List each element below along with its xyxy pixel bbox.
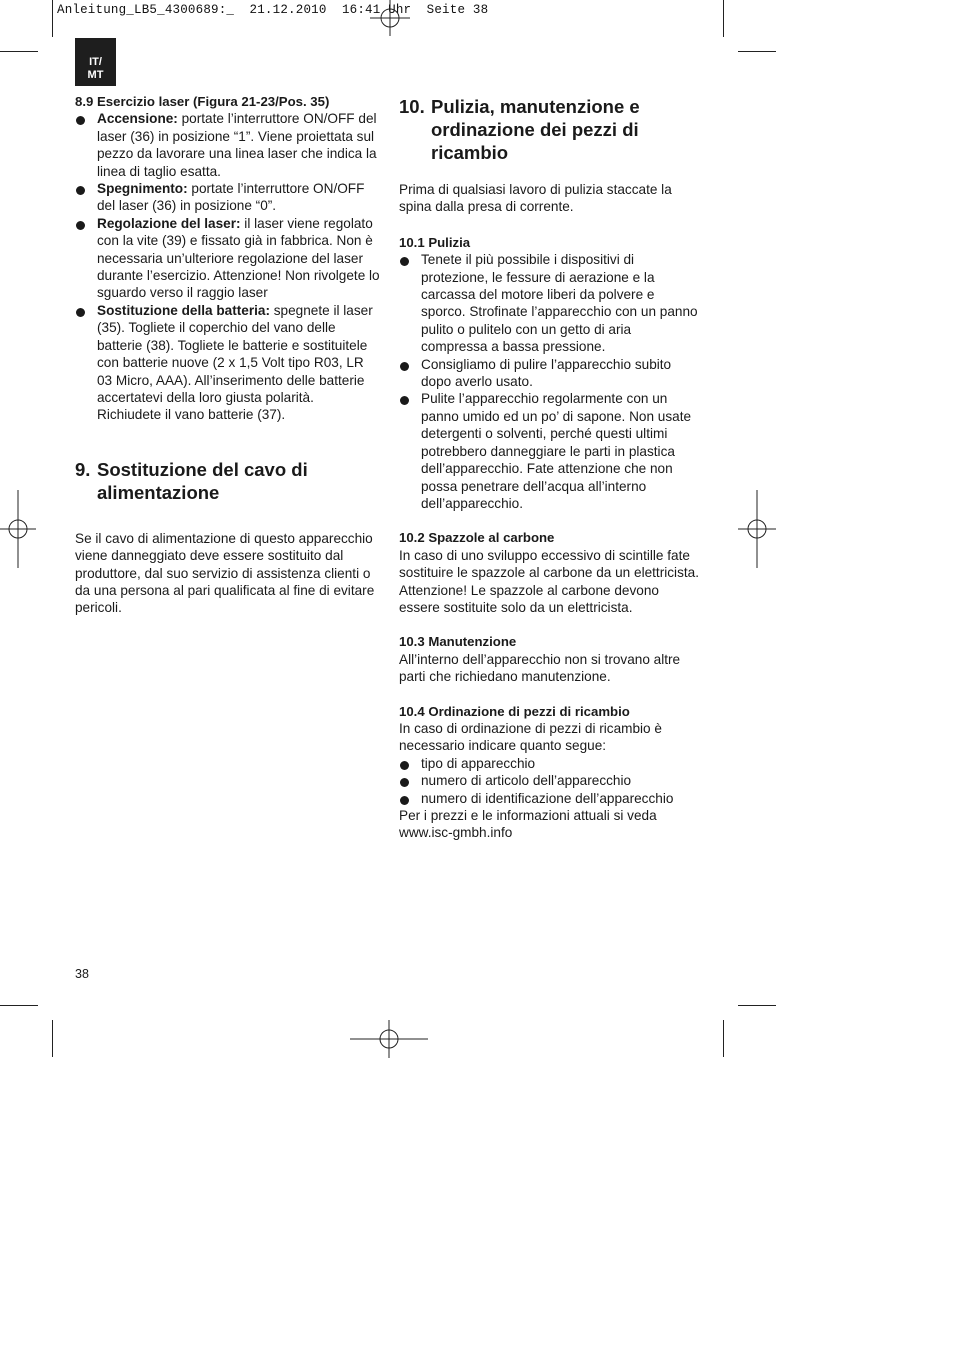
- item-text: Tenete il più possibile i dispositivi di protezione, le fessure di aerazione e la carcassa del motore liberi da polvere e sporco. Strofinate l’apparecchio con un panno pulito o pulitelo con un getto di aria compressa a bassa pressione.: [421, 252, 698, 355]
- crop-mark: [723, 1020, 724, 1057]
- section-10-2-text: In caso di uno sviluppo eccessivo di scintille fate sostituire le spazzole al carbone da un elettricista. Attenzione! Le spazzole al carbone devono essere sostituite solo da un elettricista.: [399, 547, 699, 615]
- section-10-1-heading: 10.1 Pulizia: [399, 234, 471, 250]
- list-item: [399, 251, 699, 355]
- section-10-3-text: All’interno dell’apparecchio non si trovano altre parti che richiedano manutenzione.: [399, 651, 681, 685]
- crop-mark: [52, 1020, 53, 1057]
- right-column: [399, 93, 699, 842]
- spare-parts-list: [399, 755, 699, 807]
- list-item: [399, 390, 699, 512]
- section-10-3-heading: 10.3 Manutenzione: [399, 634, 517, 650]
- bullet-icon: [76, 186, 85, 195]
- list-item: [75, 110, 380, 180]
- section-9-heading: [75, 458, 380, 504]
- bullet-icon: [76, 116, 85, 125]
- section-10-intro: Prima di qualsiasi lavoro di pulizia staccate la spina dalla presa di corrente.: [399, 182, 672, 215]
- section-10-4-outro: Per i prezzi e le informazioni attuali si veda www.isc-gmbh.info: [399, 808, 657, 841]
- item-text: Consigliamo di pulire l’apparecchio subito dopo averlo usato.: [421, 356, 672, 390]
- list-item: [75, 302, 380, 424]
- crop-mark: [723, 0, 724, 37]
- item-text: il laser viene regolato con la vite (39) e fissato già in fabbrica. Non è necessaria un’ulteriore regolazione del laser durante l’esercizio. Attenzione! Non rivolgete lo sguardo verso il raggio laser: [97, 215, 380, 301]
- crop-mark: [0, 51, 38, 52]
- crop-mark: [0, 1005, 38, 1006]
- section-9-number: 9.: [75, 458, 91, 480]
- language-badge-line2: MT: [87, 69, 104, 81]
- bullet-icon: [400, 796, 409, 805]
- section-10-4-intro: In caso di ordinazione di pezzi di ricambio è necessario indicare quanto segue:: [399, 720, 662, 754]
- list-item: [75, 180, 380, 215]
- item-text: portate l’interruttore ON/OFF del laser (36) in posizione “1”. Viene proiettata sul pezzo da lavorare una linea laser che indica la linea di taglio esatta.: [97, 111, 377, 179]
- item-label: Sostituzione della batteria:: [97, 302, 270, 318]
- item-label: Accensione:: [97, 111, 178, 127]
- page-number: 38: [75, 967, 89, 981]
- print-slug: Anleitung_LB5_4300689:_ 21.12.2010 16:41 Uhr Seite 38: [57, 3, 489, 17]
- bullet-icon: [400, 257, 409, 266]
- crop-mark: [738, 1005, 776, 1006]
- crop-mark: [52, 0, 53, 37]
- item-text: spegnete il laser (35). Togliete il coperchio del vano delle batterie (38). Togliete le batterie e sostituitele con batterie nuove (2 x 1,5 Volt tipo R03, LR 03 Micro, AAA). All’inserimento delle batterie accertatevi della loro giusta polarità. Richiudete il vano batterie (37).: [97, 302, 373, 423]
- crop-mark: [738, 51, 776, 52]
- list-item: [399, 356, 699, 391]
- bullet-icon: [400, 396, 409, 405]
- bullet-icon: [76, 221, 85, 230]
- item-text: Pulite l’apparecchio regolarmente con un panno umido ed un po’ di sapone. Non usate detergenti o solventi, perché questi ultimi potrebbero danneggiare le parti in plastica dell’apparecchio. Fate attenzione che non possa penetrare dell’acqua all’interno dell’apparecchio.: [421, 391, 692, 511]
- bullet-icon: [400, 362, 409, 371]
- registration-mark-left: [0, 490, 36, 568]
- section-9-title: Sostituzione del cavo di alimentazione: [97, 458, 308, 503]
- registration-mark-top: [370, 0, 410, 36]
- bullet-icon: [76, 308, 85, 317]
- item-text: numero di identificazione dell’apparecchio: [421, 790, 674, 806]
- language-badge: [75, 38, 116, 86]
- left-column: [75, 93, 380, 617]
- laser-operation-list: [75, 110, 380, 423]
- list-item: [399, 772, 699, 789]
- bullet-icon: [400, 778, 409, 787]
- section-10-heading: [399, 95, 699, 164]
- item-text: portate l’interruttore ON/OFF del laser (36) in posizione “0”.: [97, 181, 365, 214]
- section-10-2-heading: 10.2 Spazzole al carbone: [399, 530, 555, 546]
- item-label: Regolazione del laser:: [97, 215, 241, 231]
- language-badge-line1: IT/: [89, 56, 102, 68]
- section-10-number: 10.: [399, 96, 425, 117]
- section-10-title: Pulizia, manutenzione e ordinazione dei pezzi di ricambio: [431, 96, 640, 163]
- section-10-4-heading: 10.4 Ordinazione di pezzi di ricambio: [399, 703, 630, 719]
- item-label: Spegnimento:: [97, 181, 188, 197]
- list-item: [75, 215, 380, 302]
- section-9-text: Se il cavo di alimentazione di questo apparecchio viene danneggiato deve essere sostituito dal produttore, dal suo servizio di assistenza clienti o da una persona al pari qualificata al fine di evitare pericoli.: [75, 530, 375, 616]
- cleaning-list: [399, 251, 699, 512]
- item-text: tipo di apparecchio: [421, 755, 536, 771]
- item-text: numero di articolo dell’apparecchio: [421, 773, 632, 789]
- list-item: [399, 790, 699, 807]
- bullet-icon: [400, 761, 409, 770]
- registration-mark-bottom: [350, 1020, 428, 1058]
- section-8-9-heading: 8.9 Esercizio laser (Figura 21-23/Pos. 35): [75, 94, 330, 109]
- list-item: [399, 755, 699, 772]
- registration-mark-right: [738, 490, 776, 568]
